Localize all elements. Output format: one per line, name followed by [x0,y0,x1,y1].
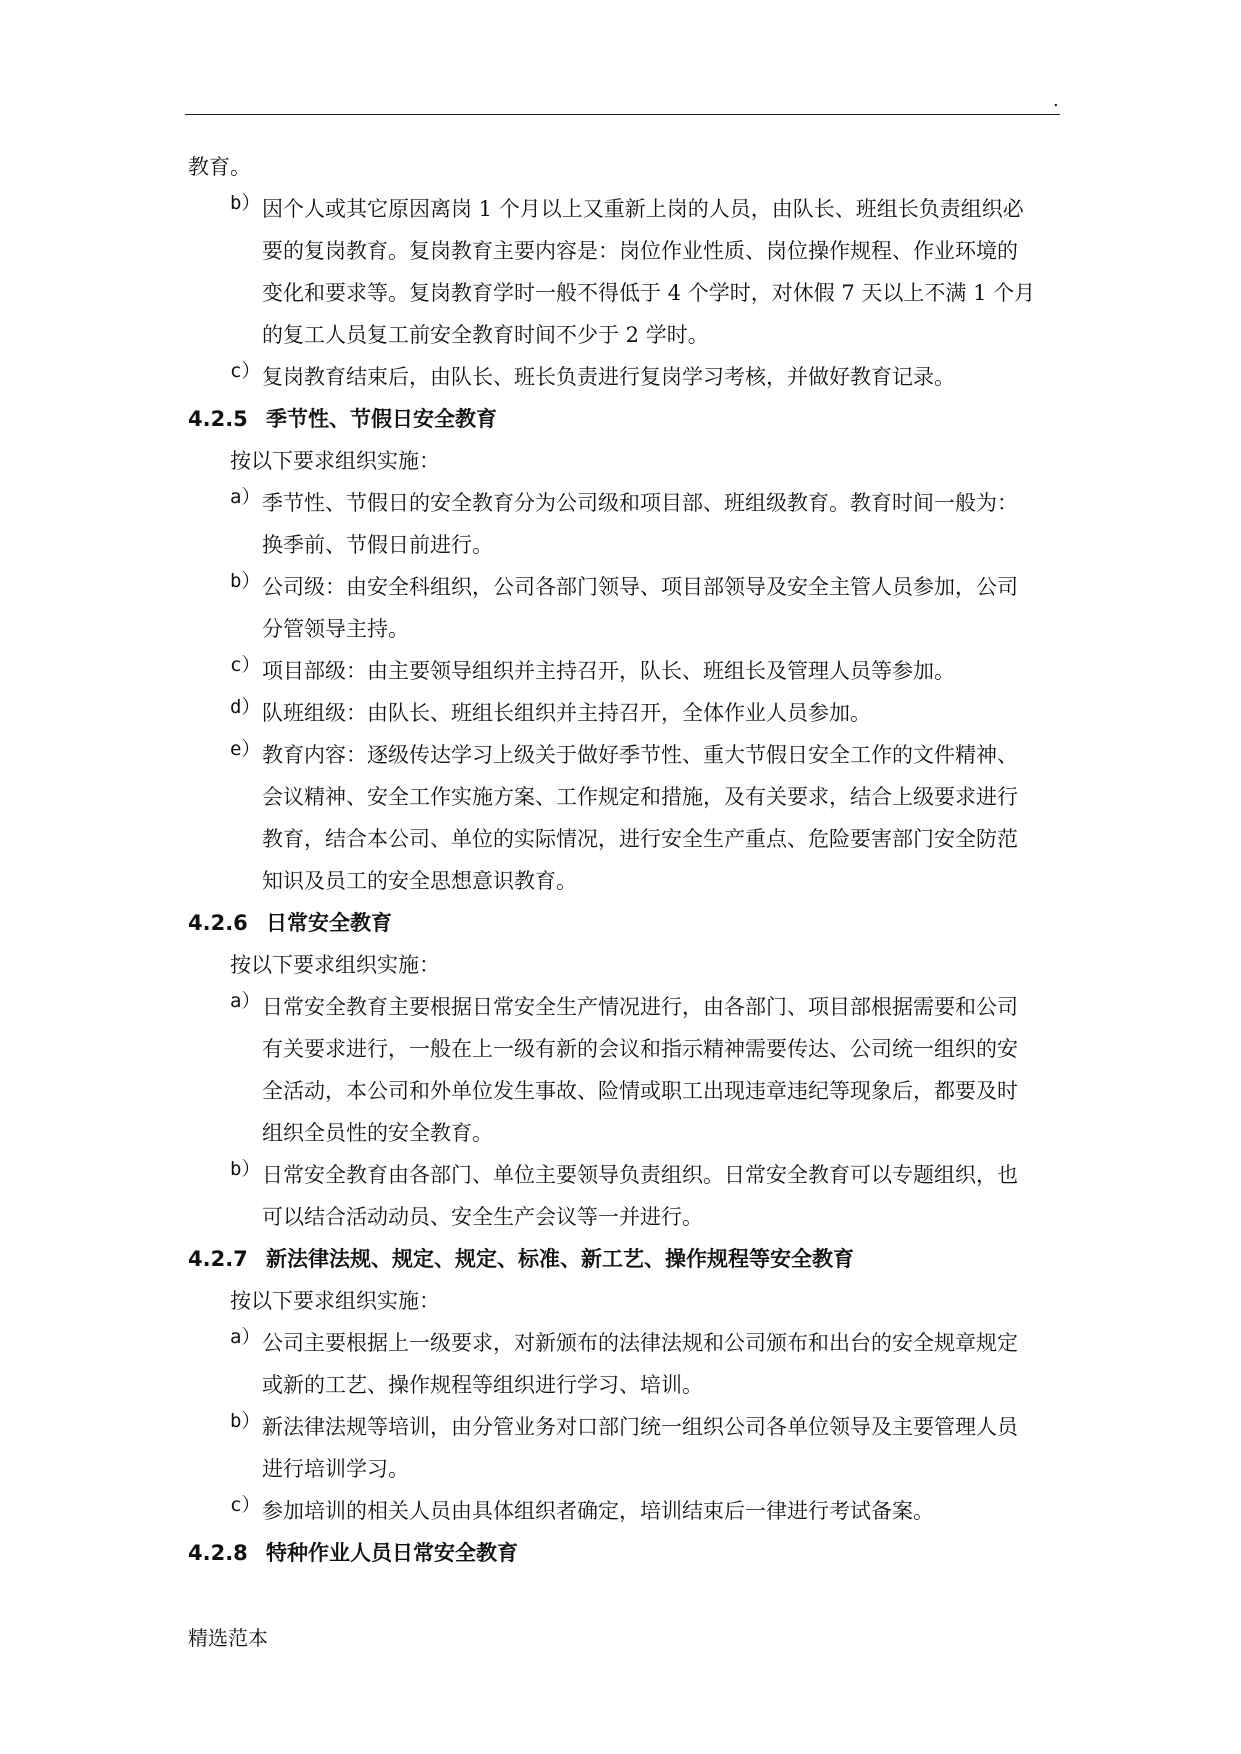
list-item-text [262,356,1060,398]
list-item [188,482,1060,566]
list-item-text [262,650,1060,692]
text-line: 日常安全教育主要根据日常安全生产情况进行，由各部门、项目部根据需要和公司 [262,995,1018,1019]
text-line: 知识及员工的安全思想意识教育。 [262,869,577,893]
list-item-text [262,566,1060,650]
list-item-text [262,1490,1060,1532]
list-item-text [262,1322,1060,1406]
document-body [188,146,1060,1574]
list-item-text [262,692,1060,734]
text-line: 季节性、节假日的安全教育分为公司级和项目部、班组级教育。教育时间一般为： [262,491,1018,515]
list-marker: c） [230,360,261,382]
section-intro: 按以下要求组织实施： [230,449,440,473]
paragraph-continuation: 教育。 [188,155,251,179]
list-item [188,986,1060,1154]
page-footer: 精选范本 [188,1626,268,1650]
section-number: 4.2.5 [188,407,248,431]
header-mark: . [1053,90,1059,111]
section-intro: 按以下要求组织实施： [230,953,440,977]
section-heading [188,902,1060,944]
section-number: 4.2.7 [188,1247,248,1271]
section-intro: 按以下要求组织实施： [230,1289,440,1313]
text-line: 公司级：由安全科组织，公司各部门领导、项目部领导及安全主管人员参加，公司 [262,575,1018,599]
list-marker: b） [230,1410,261,1432]
list-item [188,1490,1060,1532]
section-heading [188,1532,1060,1574]
section-number: 4.2.8 [188,1541,248,1565]
list-marker: a） [230,990,261,1012]
text-line: 队班组级：由队长、班组长组织并主持召开，全体作业人员参加。 [262,701,871,725]
list-item [188,692,1060,734]
list-item-text [262,986,1060,1154]
list-marker: e） [230,738,261,760]
header-rule [185,114,1060,115]
list-marker: a） [230,1326,261,1348]
text-line: 项目部级：由主要领导组织并主持召开，队长、班组长及管理人员等参加。 [262,659,955,683]
text-line: 会议精神、安全工作实施方案、工作规定和措施，及有关要求，结合上级要求进行 [262,785,1018,809]
section-number: 4.2.6 [188,911,248,935]
list-item-text [262,1406,1060,1490]
list-marker: b） [230,570,261,592]
text-line: 变化和要求等。复岗教育学时一般不得低于 4 个学时，对休假 7 天以上不满 1 个月 [262,281,1036,305]
section-title: 季节性、节假日安全教育 [266,407,497,431]
section-heading [188,398,1060,440]
list-item [188,1322,1060,1406]
list-marker: d） [230,696,261,718]
list-marker: a） [230,486,261,508]
section-title: 新法律法规、规定、规定、标准、新工艺、操作规程等安全教育 [266,1247,854,1271]
list-item [188,188,1060,356]
section-title: 日常安全教育 [266,911,392,935]
list-item [188,356,1060,398]
list-marker: b） [230,192,261,214]
text-line: 日常安全教育由各部门、单位主要领导负责组织。日常安全教育可以专题组织，也 [262,1163,1018,1187]
list-item [188,566,1060,650]
list-marker: c） [230,654,261,676]
list-item [188,734,1060,902]
text-line: 全活动，本公司和外单位发生事故、险情或职工出现违章违纪等现象后，都要及时 [262,1079,1018,1103]
text-line: 可以结合活动动员、安全生产会议等一并进行。 [262,1205,703,1229]
text-line: 参加培训的相关人员由具体组织者确定，培训结束后一律进行考试备案。 [262,1499,934,1523]
text-line: 换季前、节假日前进行。 [262,533,493,557]
text-line: 教育内容：逐级传达学习上级关于做好季节性、重大节假日安全工作的文件精神、 [262,743,1018,767]
text-line: 进行培训学习。 [262,1457,409,1481]
section-heading [188,1238,1060,1280]
text-line: 新法律法规等培训，由分管业务对口部门统一组织公司各单位领导及主要管理人员 [262,1415,1018,1439]
text-line: 有关要求进行，一般在上一级有新的会议和指示精神需要传达、公司统一组织的安 [262,1037,1018,1061]
list-marker: c） [230,1494,261,1516]
text-line: 公司主要根据上一级要求，对新颁布的法律法规和公司颁布和出台的安全规章规定 [262,1331,1018,1355]
text-line: 的复工人员复工前安全教育时间不少于 2 学时。 [262,323,709,347]
text-line: 因个人或其它原因离岗 1 个月以上又重新上岗的人员，由队长、班组长负责组织必 [262,197,1024,221]
text-line: 或新的工艺、操作规程等组织进行学习、培训。 [262,1373,703,1397]
text-line: 组织全员性的安全教育。 [262,1121,493,1145]
list-item-text [262,1154,1060,1238]
list-item-text [262,482,1060,566]
list-marker: b） [230,1158,261,1180]
list-item [188,1154,1060,1238]
list-item [188,650,1060,692]
list-item [188,1406,1060,1490]
text-line: 教育，结合本公司、单位的实际情况，进行安全生产重点、危险要害部门安全防范 [262,827,1018,851]
text-line: 分管领导主持。 [262,617,409,641]
text-line: 复岗教育结束后，由队长、班长负责进行复岗学习考核，并做好教育记录。 [262,365,955,389]
list-item-text [262,188,1060,356]
text-line: 要的复岗教育。复岗教育主要内容是：岗位作业性质、岗位操作规程、作业环境的 [262,239,1018,263]
section-title: 特种作业人员日常安全教育 [266,1541,518,1565]
list-item-text [262,734,1060,902]
